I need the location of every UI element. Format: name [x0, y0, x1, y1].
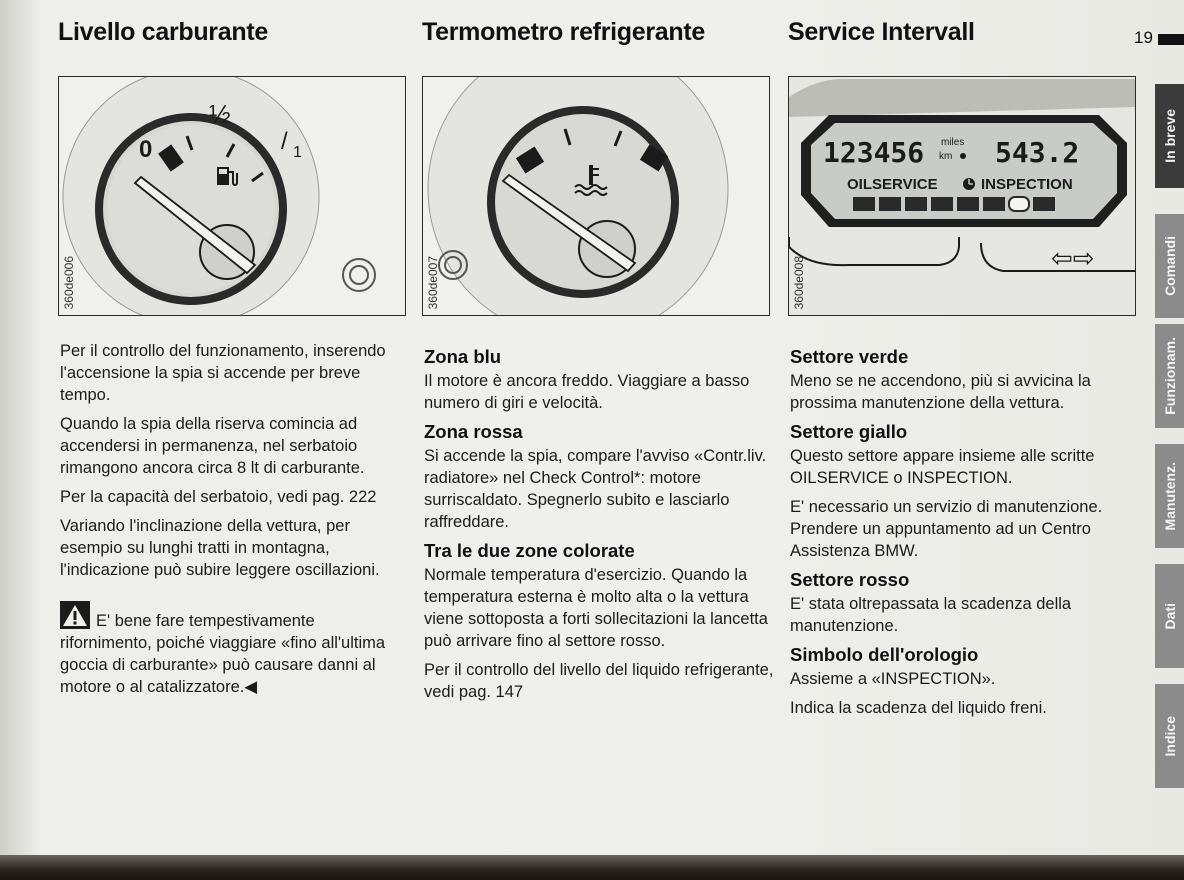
tab-label: Comandi: [1161, 236, 1178, 296]
unit-miles: miles: [941, 137, 965, 148]
clock-symbol-text: Indica la scadenza del liquido freni.: [790, 699, 1047, 717]
red-sector-text: E' stata oltrepassata la scadenza della manutenzione.: [790, 595, 1072, 635]
fuel-paragraph: Quando la spia della riserva comincia ad accendersi in permanenza, nel serbatoio rimangono ancora circa 8 lt di carburante.: [60, 415, 365, 477]
fuel-heading: Livello carburante: [58, 18, 268, 46]
red-zone-heading: Zona rossa: [424, 421, 523, 442]
fuel-paragraph: Per il controllo del funzionamento, inserendo l'accensione la spia si accende per breve tempo.: [60, 342, 386, 404]
full-label: /: [281, 128, 288, 155]
blue-zone-text: Il motore è ancora freddo. Viaggiare a basso numero di giri e velocità.: [424, 372, 750, 412]
red-zone-text: Si accende la spia, compare l'avviso «Contr.liv. radiatore» nel Check Control*: motore surriscaldato. Spegnerlo subito e lasciarlo raffreddare.: [424, 447, 767, 531]
book-binding-shadow: [0, 855, 1184, 880]
tab-funzionamento[interactable]: [1155, 324, 1184, 428]
red-sector-heading: Settore rosso: [790, 569, 910, 590]
tab-dati[interactable]: [1155, 564, 1184, 668]
coolant-gauge-figure: [422, 76, 770, 316]
coolant-gauge-illustration: [423, 77, 769, 315]
tab-label: Manutenz.: [1161, 461, 1178, 531]
tab-label: Funzionam.: [1161, 337, 1178, 415]
fuel-gauge-figure: [58, 76, 406, 316]
fuel-warning: [60, 601, 410, 698]
trip-readout: 543.2: [995, 136, 1080, 169]
fuel-warning-text: E' bene fare tempestivamente rifornimento, poiché viaggiare «fino all'ultima goccia di carburante» può causare danni al motore o al catalizzatore.◀: [60, 612, 386, 696]
coolant-figure-code: 360de007: [426, 255, 440, 309]
odometer-readout: 123456: [823, 136, 925, 169]
between-zones-text: Normale temperatura d'esercizio. Quando la temperatura esterna è molto alta o la vettura viene sottoposta a forti sollecitazioni la lancetta può arrivare fino al settore rosso.: [424, 566, 768, 650]
clock-symbol-text: Assieme a «INSPECTION».: [790, 670, 996, 688]
between-zones-heading: Tra le due zone colorate: [424, 540, 635, 561]
coolant-heading: Termometro refrigerante: [422, 18, 705, 46]
coolant-text: [424, 340, 774, 710]
warning-triangle-icon: [60, 601, 90, 629]
clock-icon: [963, 178, 975, 190]
tab-in-breve[interactable]: [1155, 84, 1184, 188]
tab-label: Indice: [1161, 715, 1178, 757]
green-sector-heading: Settore verde: [790, 346, 909, 367]
service-text: [790, 340, 1140, 726]
page-number: 19: [1134, 28, 1153, 47]
oilservice-label: OILSERVICE: [847, 176, 938, 193]
fuel-text: [60, 340, 410, 698]
yellow-sector-heading: Settore giallo: [790, 421, 908, 442]
blue-zone-heading: Zona blu: [424, 346, 502, 367]
fuel-paragraph: Per la capacità del serbatoio, vedi pag. 222: [60, 488, 377, 506]
half-label: ½: [209, 99, 231, 129]
full-label-sub: 1: [293, 144, 302, 161]
clock-symbol-heading: Simbolo dell'orologio: [790, 644, 979, 665]
service-display-illustration: [789, 77, 1135, 315]
coolant-reference-text: Per il controllo del livello del liquido refrigerante, vedi pag. 147: [424, 661, 774, 701]
unit-indicator: [960, 153, 966, 159]
tab-label: Dati: [1161, 602, 1178, 630]
fuel-gauge-illustration: [59, 77, 405, 315]
service-heading: Service Intervall: [788, 18, 975, 46]
green-sector-text: Meno se ne accendono, più si avvicina la prossima manutenzione della vettura.: [790, 372, 1091, 412]
yellow-sector-text: E' necessario un servizio di manutenzione. Prendere un appuntamento ad un Centro Assistenza BMW.: [790, 498, 1103, 560]
unit-km: km: [939, 151, 953, 162]
service-figure-code: 360de008: [792, 255, 806, 309]
tab-label: In breve: [1161, 109, 1178, 163]
tab-manutenzione[interactable]: [1155, 444, 1184, 548]
yellow-sector-text: Questo settore appare insieme alle scritte OILSERVICE o INSPECTION.: [790, 447, 1095, 487]
service-display-figure: [788, 76, 1136, 316]
turn-signal-arrows-icon: ⇦⇨: [1051, 244, 1095, 274]
tab-indice[interactable]: [1155, 684, 1184, 788]
page-number-bar: [1158, 34, 1184, 45]
fuel-paragraph: Variando l'inclinazione della vettura, per esempio su lunghi tratti in montagna, l'indicazione può subire leggere oscillazioni.: [60, 517, 380, 579]
fuel-figure-code: 360de006: [62, 255, 76, 309]
inspection-label: INSPECTION: [981, 176, 1073, 193]
tab-comandi[interactable]: [1155, 214, 1184, 318]
empty-label: 0: [139, 136, 153, 163]
